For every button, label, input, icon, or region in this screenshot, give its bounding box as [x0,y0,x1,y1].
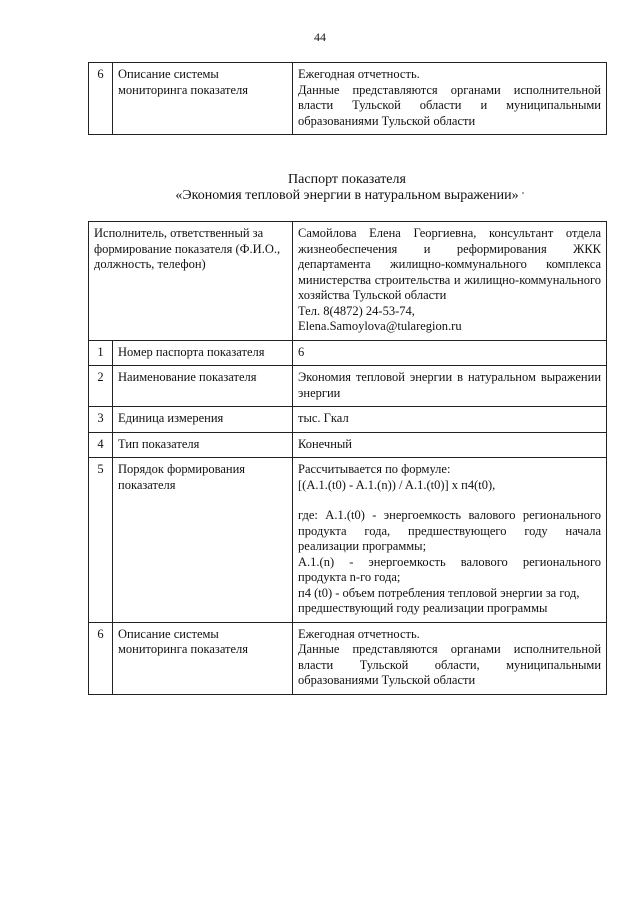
table-row-formula [89,458,607,623]
row-label: Описание системы мониторинга показателя [113,63,293,135]
table-row [89,432,607,458]
formula-where-3: п4 (t0) - объем потребления тепловой энергии за год, предшествующий году реализации программы [298,585,580,615]
previous-passport-table-tail [88,62,607,135]
table-row-monitoring [89,622,607,694]
executor-details: Самойлова Елена Георгиевна, консультант отдела жизнеобеспечения и реформирования ЖКК департамента жилищно-коммунального комплекса министерства строительства и жилищно-коммунального хозяйства Тульской области [298,226,602,302]
formula-intro: Рассчитывается по формуле: [298,462,451,476]
formula-expression: [(A.1.(t0) - A.1.(n)) / A.1.(t0)] x п4(t0), [298,477,496,492]
row-label: Порядок формирования показателя [113,458,293,623]
table-row-executor [89,222,607,341]
row-number: 3 [89,407,113,433]
table-row [89,407,607,433]
row-number: 5 [89,458,113,623]
row-label: Наименование показателя [113,366,293,407]
passport-heading [88,172,606,204]
row-label: Описание системы мониторинга показателя [113,622,293,694]
formula-where-2: A.1.(n) - энергоемкость валового регионального продукта n-го года; [298,554,602,584]
table-row [89,366,607,407]
table-row-monitoring-continued [89,63,607,135]
row-number: 6 [89,622,113,694]
executor-email: Elena.Samoylova@tularegion.ru [298,319,462,333]
row-number: 1 [89,340,113,366]
row-value: 6 [293,340,607,366]
row-value: тыс. Гкал [293,407,607,433]
row-value [293,63,607,135]
value-line: Ежегодная отчетность. [298,67,420,81]
page-number: 44 [314,30,326,44]
passport-subtitle: «Экономия тепловой энергии в натуральном выражении» [175,188,519,203]
passport-title: Паспорт показателя [288,172,406,187]
row-number: 4 [89,432,113,458]
row-number: 2 [89,366,113,407]
passport-table [88,221,607,695]
row-label: Номер паспорта показателя [113,340,293,366]
formula-spacer [298,493,601,508]
scan-speck [522,192,524,194]
row-label: Единица измерения [113,407,293,433]
row-value: Конечный [293,432,607,458]
row-value: Экономия тепловой энергии в натуральном выражении энергии [293,366,607,407]
table-row [89,340,607,366]
row-number: 6 [89,63,113,135]
value-line: Данные представляются органами исполнительной власти Тульской области, муниципальными образованиями Тульской области [298,642,602,687]
executor-value [293,222,607,341]
value-line: Ежегодная отчетность. [298,626,420,641]
value-line: Данные представляются органами исполнительной власти Тульской области и муниципальными образованиями Тульской области [298,82,601,128]
formula-cell [293,458,607,623]
row-value [293,622,607,694]
executor-label: Исполнитель, ответственный за формирование показателя (Ф.И.О., должность, телефон) [89,222,293,341]
formula-where-1: где: A.1.(t0) - энергоемкость валового регионального продукта года, предшествующего году начала реализации программы; [298,508,602,553]
executor-phone: Тел. 8(4872) 24-53-74, [298,303,415,318]
row-label: Тип показателя [113,432,293,458]
